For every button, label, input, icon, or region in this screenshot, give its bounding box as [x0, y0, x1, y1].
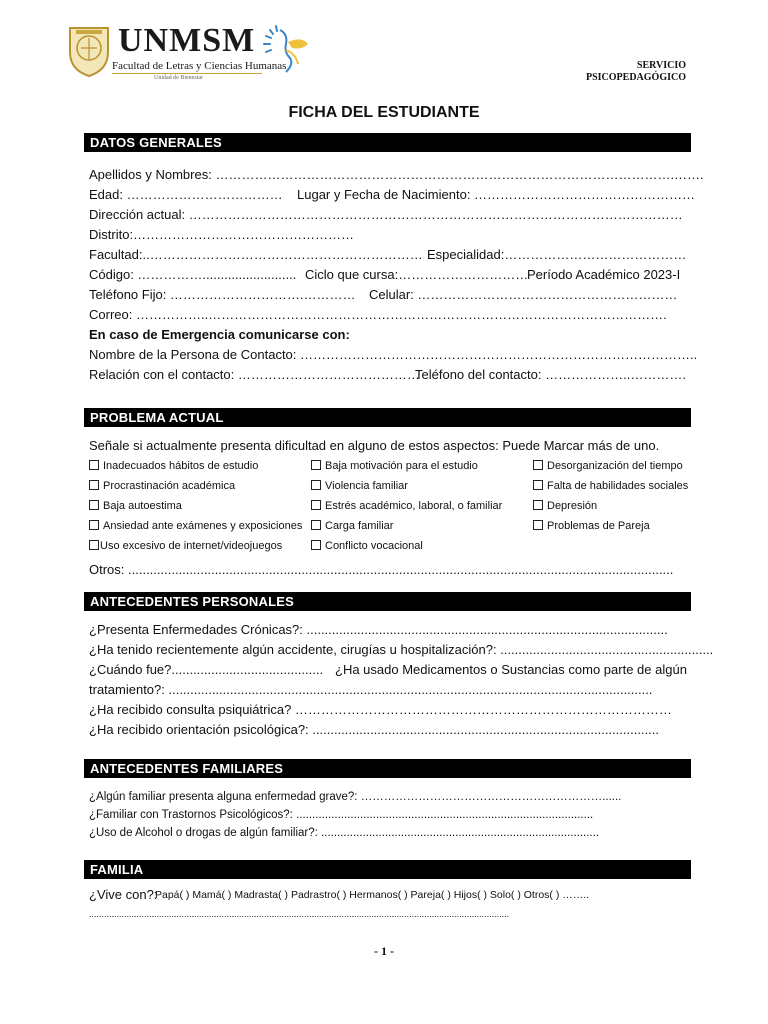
field-especialidad[interactable]: Especialidad:……………………………………	[427, 247, 687, 262]
checkbox-icon[interactable]	[533, 480, 543, 490]
field-direccion[interactable]: Dirección actual: ……………………………………………………………………………………………………	[89, 207, 683, 222]
university-seal-icon	[66, 22, 112, 78]
checkbox-label: Baja autoestima	[103, 500, 182, 512]
checkbox-label: Violencia familiar	[325, 480, 408, 492]
emergency-heading: En caso de Emergencia comunicarse con:	[89, 327, 350, 342]
field-relacion[interactable]: Relación con el contacto: ……………………………………	[89, 367, 420, 382]
checkbox-item[interactable]	[533, 499, 597, 513]
field-periodo: Período Académico 2023-I	[527, 267, 681, 282]
section-familia: FAMILIA	[84, 860, 691, 879]
question-tratamiento[interactable]: tratamiento?: ......................................................................................................................................	[89, 682, 653, 697]
checkbox-label: Baja motivación para el estudio	[325, 460, 478, 472]
checkbox-icon[interactable]	[89, 480, 99, 490]
field-lugar-fecha[interactable]: Lugar y Fecha de Nacimiento: ……………………………………………	[297, 187, 696, 202]
checkbox-icon[interactable]	[533, 500, 543, 510]
field-contacto[interactable]: Nombre de la Persona de Contacto: ………………………………………………………………………………..	[89, 347, 698, 362]
brand-name: UNMSM	[118, 22, 256, 59]
question-familiar-enfermedad[interactable]: ¿Algún familiar presenta alguna enfermedad grave?: ………………………………………………………......	[89, 791, 622, 803]
checkbox-item[interactable]	[89, 459, 258, 473]
section-antecedentes-familiares: ANTECEDENTES FAMILIARES	[84, 759, 691, 778]
checkbox-icon[interactable]	[89, 460, 99, 470]
checkbox-icon[interactable]	[311, 540, 321, 550]
checkbox-item[interactable]	[89, 539, 282, 553]
field-celular[interactable]: Celular: ……………………………………………………	[369, 287, 678, 302]
checkbox-label: Inadecuados hábitos de estudio	[103, 460, 259, 472]
question-accidente[interactable]: ¿Ha tenido recientemente algún accidente, cirugías u hospitalización?: ...........................................................	[89, 642, 714, 657]
checkbox-item[interactable]	[533, 459, 683, 473]
unit-name: Unidad de Bienestar	[154, 75, 203, 81]
checkbox-icon[interactable]	[311, 480, 321, 490]
field-codigo[interactable]: Código: ……………..........................	[89, 267, 297, 282]
vive-con-label: ¿Vive con?:	[89, 887, 158, 902]
checkbox-icon[interactable]	[89, 520, 99, 530]
page-number: - 1 -	[374, 944, 394, 958]
document-title: FICHA DEL ESTUDIANTE	[288, 104, 480, 121]
vive-con-options[interactable]: Papá( ) Mamá( ) Madrasta( ) Padrastro( ) Hermanos( ) Pareja( ) Hijos( ) Solo( ) Otros( ) ……..	[155, 889, 590, 901]
field-correo[interactable]: Correo: ……………..…………………………………………………………………………………………….	[89, 307, 667, 322]
question-familiar-alcohol[interactable]: ¿Uso de Alcohol o drogas de algún familiar?: .......................................................................................	[89, 827, 600, 839]
checkbox-label: Estrés académico, laboral, o familiar	[325, 500, 503, 512]
faculty-name: Facultad de Letras y Ciencias Humanas	[112, 60, 287, 72]
question-psiquiatrica[interactable]: ¿Ha recibido consulta psiquiátrica? ……………………………………………………………………………	[89, 702, 672, 717]
checkbox-label: Conflicto vocacional	[325, 540, 423, 552]
checkbox-icon[interactable]	[89, 500, 99, 510]
field-facultad[interactable]: Facultad:..………………………………………………………	[89, 247, 423, 262]
checkbox-label: Ansiedad ante exámenes y exposiciones	[103, 520, 303, 532]
question-cuando-fue[interactable]: ¿Cuándo fue?..........................................	[89, 662, 324, 677]
checkbox-label: Carga familiar	[325, 520, 394, 532]
checkbox-icon[interactable]	[311, 460, 321, 470]
section-antecedentes-personales: ANTECEDENTES PERSONALES	[84, 592, 691, 611]
field-distrito[interactable]: Distrito:……………………………………………	[89, 227, 355, 242]
field-telefono-contacto[interactable]: Teléfono del contacto: ………………..………….	[415, 367, 686, 382]
checkbox-icon[interactable]	[89, 540, 99, 550]
checkbox-label: Falta de habilidades sociales	[547, 480, 689, 492]
checkbox-item[interactable]	[89, 479, 235, 493]
brand-divider	[112, 73, 262, 74]
field-otros[interactable]: Otros: .......................................................................................................................................................	[89, 562, 674, 577]
question-familiar-trastornos[interactable]: ¿Familiar con Trastornos Psicológicos?: .............................................................................................	[89, 809, 594, 821]
service-line-2: PSICOPEDAGÓGICO	[585, 72, 686, 83]
wellbeing-emblem-icon	[258, 20, 314, 76]
section-datos-generales: DATOS GENERALES	[84, 133, 691, 152]
checkbox-item[interactable]	[311, 539, 423, 553]
field-familia-linea[interactable]: ........................................................................................................................................................................	[89, 909, 510, 919]
checkbox-item[interactable]	[533, 519, 650, 533]
question-enfermedades-cronicas[interactable]: ¿Presenta Enfermedades Crónicas?: ....................................................................................................	[89, 622, 668, 637]
checkbox-icon[interactable]	[533, 460, 543, 470]
checkbox-icon[interactable]	[533, 520, 543, 530]
question-medicamentos: ¿Ha usado Medicamentos o Sustancias como parte de algún	[335, 662, 687, 677]
question-psicologica[interactable]: ¿Ha recibido orientación psicológica?: ................................................................................................	[89, 722, 660, 737]
checkbox-label: Procrastinación académica	[103, 480, 236, 492]
checkbox-item[interactable]	[89, 519, 302, 533]
checkbox-item[interactable]	[311, 499, 502, 513]
checkbox-item[interactable]	[311, 479, 408, 493]
field-ciclo[interactable]: Ciclo que cursa:…………………………	[305, 267, 529, 282]
checkbox-item[interactable]	[533, 479, 688, 493]
problem-instruction: Señale si actualmente presenta dificultad en alguno de estos aspectos: Puede Marcar más de uno.	[89, 438, 660, 453]
checkbox-label: Desorganización del tiempo	[547, 460, 683, 472]
service-line-1: SERVICIO	[636, 60, 686, 71]
section-problema-actual: PROBLEMA ACTUAL	[84, 408, 691, 427]
checkbox-item[interactable]	[311, 459, 478, 473]
field-apellidos[interactable]: Apellidos y Nombres: …………………………………………………………………………………………….…….	[89, 167, 704, 182]
checkbox-label: Depresión	[547, 500, 598, 512]
checkbox-label: Problemas de Pareja	[547, 520, 650, 532]
field-edad[interactable]: Edad: ………………………………	[89, 187, 283, 202]
checkbox-item[interactable]	[89, 499, 182, 513]
service-label	[586, 60, 686, 84]
checkbox-item[interactable]	[311, 519, 393, 533]
checkbox-label: Uso excesivo de internet/videojuegos	[100, 540, 283, 552]
checkbox-icon[interactable]	[311, 520, 321, 530]
checkbox-icon[interactable]	[311, 500, 321, 510]
field-telefono-fijo[interactable]: Teléfono Fijo: ………………………….…………	[89, 287, 356, 302]
